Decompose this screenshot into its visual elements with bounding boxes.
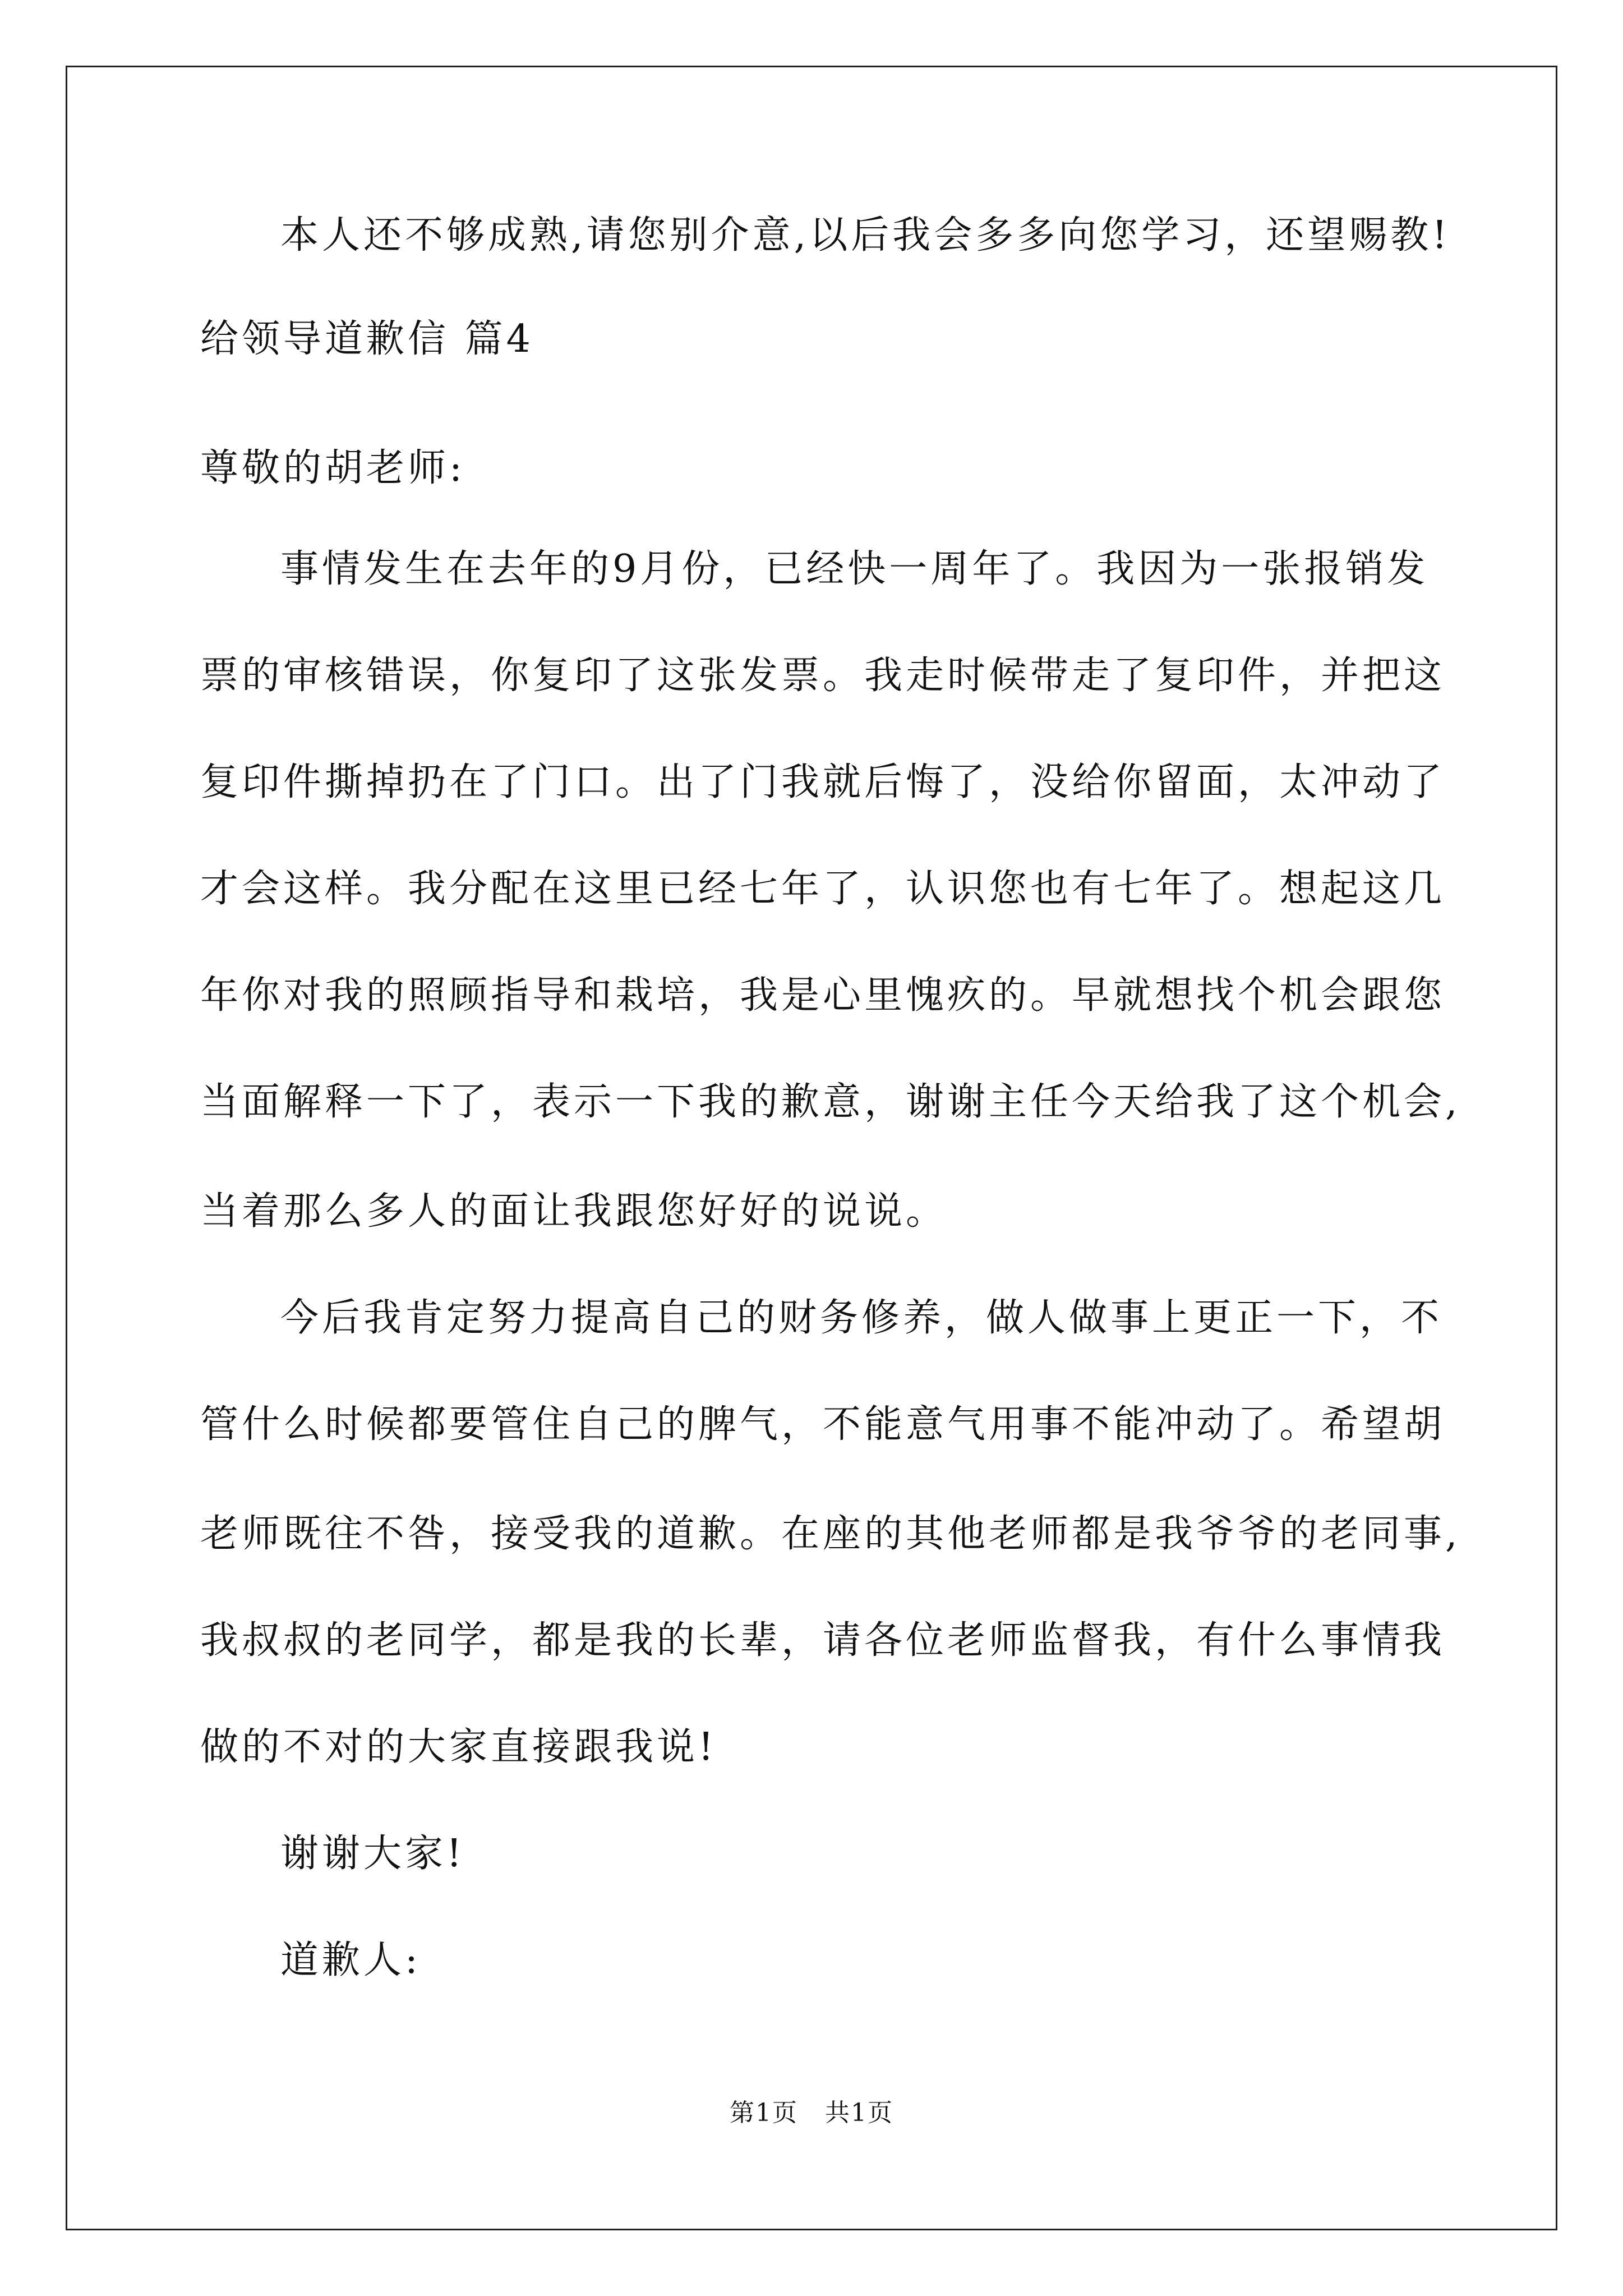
text-line: 票的审核错误，你复印了这张发票。我走时候带走了复印件，并把这 [200,654,1446,698]
text-line: 复印件撕掉扔在了门口。出了门我就后悔了，没给你留面，太冲动了 [200,760,1446,804]
text-line: 做的不对的大家直接跟我说! [200,1725,717,1769]
page-total: 共1页 [825,2099,893,2127]
text-line: 今后我肯定努力提高自己的财务修养，做人做事上更正一下，不 [280,1296,1443,1340]
text-line: 老师既往不咎，接受我的道歉。在座的其他老师都是我爷爷的老同事, [200,1512,1461,1556]
closing-thanks: 谢谢大家! [280,1832,465,1876]
text-line: 本人还不够成熟,请您别介意,以后我会多多向您学习，还望赐教! [280,213,1451,257]
text-line: 当面解释一下了，表示一下我的歉意，谢谢主任今天给我了这个机会, [200,1080,1461,1124]
text-line: 我叔叔的老同学，都是我的长辈，请各位老师监督我，有什么事情我 [200,1618,1446,1663]
text-line: 事情发生在去年的9月份，已经快一周年了。我因为一张报销发 [280,547,1429,591]
text-line: 当着那么多人的面让我跟您好好的说说。 [200,1189,948,1234]
page-footer [0,2096,1623,2130]
page-number: 第1页 [730,2099,798,2127]
signature-label: 道歉人: [280,1938,421,1982]
text-line: 才会这样。我分配在这里已经七年了，认识您也有七年了。想起这几 [200,867,1446,911]
section-heading: 给领导道歉信 篇4 [200,317,534,361]
text-line: 管什么时候都要管住自己的脾气，不能意气用事不能冲动了。希望胡 [200,1402,1446,1447]
page-border [66,66,1557,2230]
salutation: 尊敬的胡老师: [200,446,465,490]
text-line: 年你对我的照顾指导和栽培，我是心里愧疚的。早就想找个机会跟您 [200,973,1446,1018]
